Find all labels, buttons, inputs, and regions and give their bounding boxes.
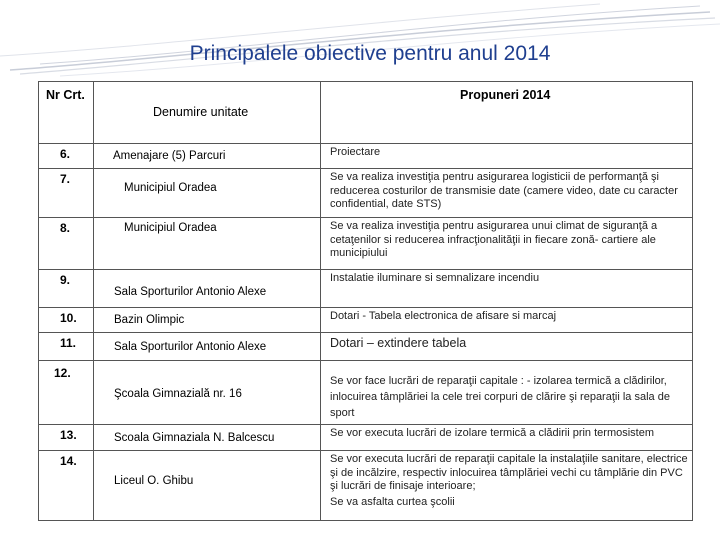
header-unit-cell <box>94 82 321 144</box>
slide-title: Principalele obiective pentru anul 2014 <box>189 42 551 65</box>
header-nr-cell <box>39 82 249 144</box>
table-row <box>39 169 693 218</box>
row-unit: Bazin Olimpic <box>94 308 321 333</box>
header-nr: Nr Crt. <box>46 88 85 102</box>
row-proposal: Se vor executa lucrări de izolare termică a clădirii prin termosistem <box>321 425 693 451</box>
row-number: 8. <box>39 218 94 270</box>
table-row <box>39 425 693 451</box>
table-row <box>39 218 693 270</box>
row-unit: Liceul O. Ghibu <box>94 451 321 521</box>
row-number: 6. <box>39 144 94 169</box>
table-row <box>39 361 693 425</box>
table-row <box>39 144 693 169</box>
row-unit: Sala Sporturilor Antonio Alexe <box>94 270 321 308</box>
row-proposal: Se va realiza investiţia pentru asigurarea unui climat de siguranţă a cetaţenilor si reducerea infracţionalităţii in fiecare zonă- cartiere ale municipiului <box>321 218 693 270</box>
decorative-swoosh <box>0 0 720 80</box>
row-number: 11. <box>39 333 94 361</box>
header-prop-cell <box>321 82 693 144</box>
row-number: 14. <box>39 451 94 521</box>
row-number: 12. <box>39 361 94 425</box>
row-proposal: Instalatie iluminare si semnalizare incendiu <box>321 270 693 308</box>
header-prop: Propuneri 2014 <box>460 88 551 102</box>
row-number: 7. <box>39 169 94 218</box>
row-number: 13. <box>39 425 94 451</box>
header-unit: Denumire unitate <box>153 105 249 119</box>
table-header-row <box>39 82 693 144</box>
row-unit: Municipiul Oradea <box>94 218 321 270</box>
table-row <box>39 308 693 333</box>
table-row <box>39 451 693 521</box>
objectives-table <box>38 81 693 521</box>
row-unit: Sala Sporturilor Antonio Alexe <box>94 333 321 361</box>
row-proposal: Dotari – extindere tabela <box>321 333 693 361</box>
row-number: 9. <box>39 270 94 308</box>
row-number: 10. <box>39 308 94 333</box>
row-proposal: Proiectare <box>321 144 693 169</box>
row-unit: Scoala Gimnaziala N. Balcescu <box>94 425 321 451</box>
row-unit: Amenajare (5) Parcuri <box>94 144 321 169</box>
table-row <box>39 333 693 361</box>
row-proposal: Se vor executa lucrări de reparaţii capitale la instalaţiile sanitare, electrice şi de incălzire, respectiv inlocuirea tâmplăriei vechi cu tâmplărie din PVC şi lucrări de finisaje interioare; Se va asfalta curtea şcolii <box>321 451 693 521</box>
row-proposal: Dotari - Tabela electronica de afisare si marcaj <box>321 308 693 333</box>
row-unit: Şcoala Gimnazială nr. 16 <box>94 361 321 425</box>
row-proposal: Se va realiza investiţia pentru asigurarea logisticii de performanţă şi reducerea costurilor de transmisie date (camere video, date cu caracter confidential, date STS) <box>321 169 693 218</box>
row-unit: Municipiul Oradea <box>94 169 321 218</box>
row-proposal: Se vor face lucrări de reparaţii capitale : - izolarea termică a clădirilor, inlocuirea tâmplăriei la cele trei corpuri de clărire şi reparaţii la sala de sport <box>321 361 693 425</box>
table-row <box>39 270 693 308</box>
